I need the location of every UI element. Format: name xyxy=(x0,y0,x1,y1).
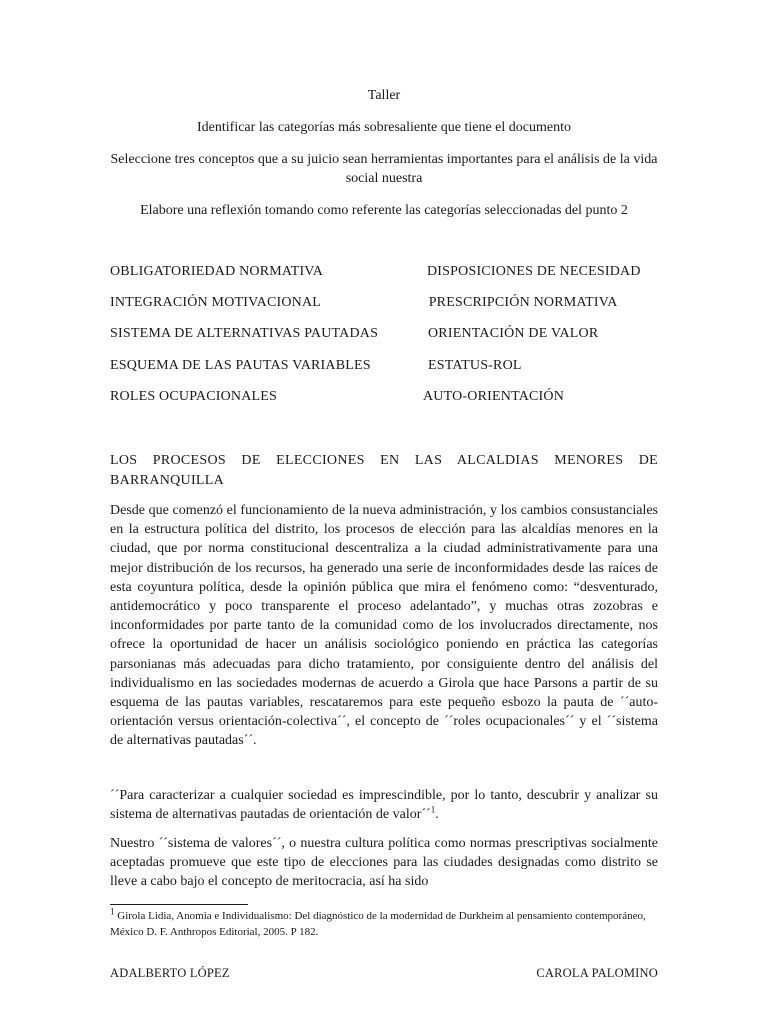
category-left-4: ESQUEMA DE LAS PAUTAS VARIABLES xyxy=(110,358,371,373)
instruction-1: Identificar las categorías más sobresaliente que tiene el documento xyxy=(197,120,571,135)
category-left-3: SISTEMA DE ALTERNATIVAS PAUTADAS xyxy=(110,326,379,341)
footer-author-left: ADALBERTO LÓPEZ xyxy=(110,966,230,980)
quote-end-punctuation: . xyxy=(435,807,439,823)
instruction-2: Seleccione tres conceptos que a su juicio sean herramientas importantes para el análisis de la vida social nuestra xyxy=(110,152,658,186)
body-paragraph-1: Desde que comenzó el funcionamiento de la nueva administración, y los cambios consustanciales en la estructura política del distrito, los procesos de elección para las alcaldías menores en la ciudad, que por norma constitucional descentraliza a la ciudad administrativamente para una mejor distribución de los recursos, ha generado una serie de inconformidades desde las raíces de esta coyuntura política, desde la opinión pública que mira el fenómeno como: “desventurado, antidemocrático y poco transparente el proceso adelantado”, y muchas otras zozobras e inconformidades por parte tanto de la comunidad como de los involucrados directamente, nos ofrece la oportunidad de hacer un análisis sociológico poniendo en práctica las categorías parsonianas más adecuadas para dicho tratamiento, por consiguiente dentro del análisis del individualismo en las sociedades modernas de acuerdo a Girola que hace Parsons a partir de su esquema de las pautas variables, rescataremos para este pequeño esbozo la pauta de ´´auto-orientación versus orientación-colectiva´´, el concepto de ´´roles ocupacionales´´ y el ´´sistema de alternativas pautadas´´. xyxy=(110,503,658,749)
section-heading: LOS PROCESOS DE ELECCIONES EN LAS ALCALDIAS MENORES DE BARRANQUILLA xyxy=(110,453,658,488)
category-right-2: PRESCRIPCIÓN NORMATIVA xyxy=(425,295,618,310)
footer-author-right: CAROLA PALOMINO xyxy=(536,966,658,980)
footnote-reference: 1 xyxy=(430,804,436,815)
category-left-1: OBLIGATORIEDAD NORMATIVA xyxy=(110,264,324,279)
category-left-5: ROLES OCUPACIONALES xyxy=(110,389,278,404)
footnote-marker: 1 xyxy=(110,906,115,917)
category-right-5: AUTO-ORIENTACIÓN xyxy=(423,389,565,404)
footnote-text: Girola Lidia, Anomia e Individualismo: Del diagnóstico de la modernidad de Durkheim al pensamiento contemporáneo, México D. F. Anthropos Editorial, 2005. P 182. xyxy=(110,910,646,938)
instruction-3: Elabore una reflexión tomando como referente las categorías seleccionadas del punto 2 xyxy=(140,203,628,218)
category-left-2: INTEGRACIÓN MOTIVACIONAL xyxy=(110,295,322,310)
footnote xyxy=(110,908,658,940)
footnote-divider xyxy=(110,904,248,905)
quote-text: ´´Para caracterizar a cualquier sociedad es imprescindible, por lo tanto, descubrir y analizar su sistema de alternativas pautadas de orientación de valor´´ xyxy=(110,788,658,823)
document-title: Taller xyxy=(367,88,401,103)
category-right-3: ORIENTACIÓN DE VALOR xyxy=(428,326,599,341)
category-right-1: DISPOSICIONES DE NECESIDAD xyxy=(427,264,641,279)
body-paragraph-3: Nuestro ´´sistema de valores´´, o nuestra cultura política como normas prescriptivas socialmente aceptadas promueve que este tipo de elecciones para las ciudades designadas como distrito se lleve a cabo bajo el concepto de meritocracia, así ha sido xyxy=(110,836,658,890)
category-right-4: ESTATUS-ROL xyxy=(428,358,522,373)
body-paragraph-2 xyxy=(110,786,658,824)
